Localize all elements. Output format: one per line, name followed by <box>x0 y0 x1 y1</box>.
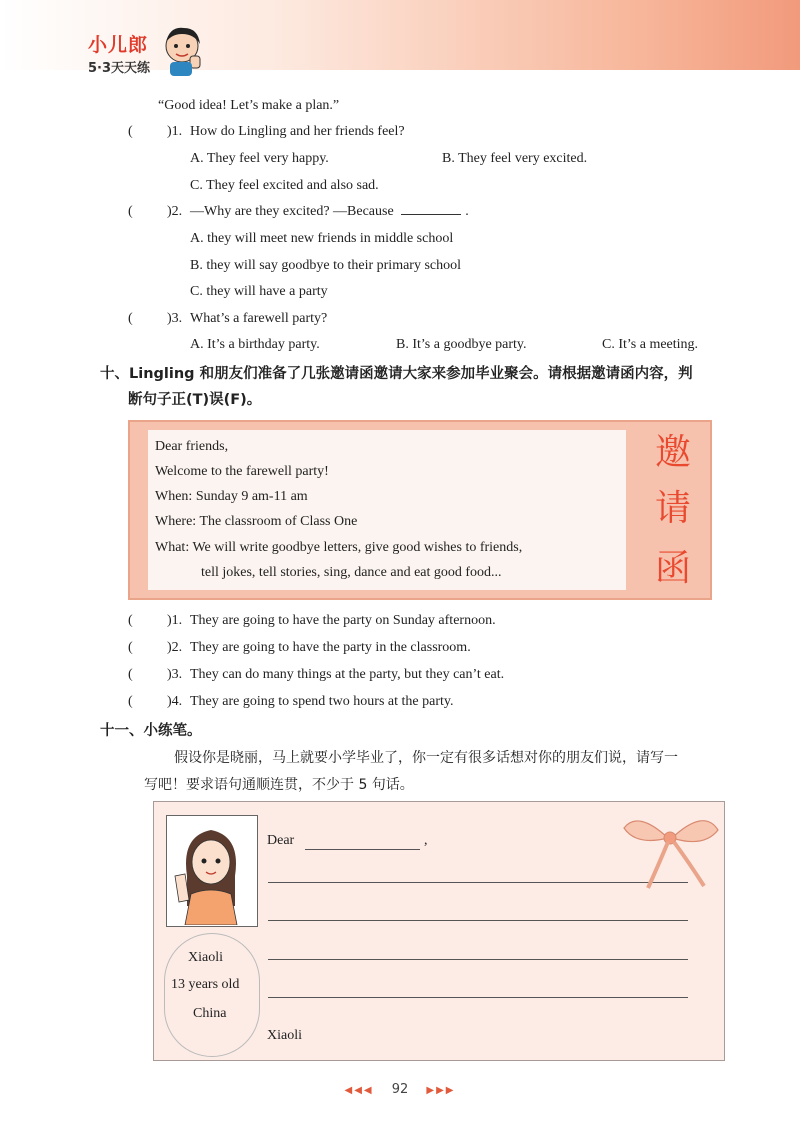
invitation-greeting: Dear friends, <box>155 439 229 454</box>
letter-dear-label: Dear <box>267 833 295 848</box>
writing-line-2[interactable] <box>268 920 688 921</box>
q1-option-a: A. They feel very happy. <box>190 151 329 166</box>
writing-line-4[interactable] <box>268 997 688 998</box>
tf4-number: )4. <box>167 694 183 709</box>
profile-name: Xiaoli <box>188 950 223 965</box>
profile-age: 13 years old <box>171 977 240 992</box>
section10-heading-line2: 断句子正(T)误(F)。 <box>128 392 262 408</box>
section11-prompt-line1: 假设你是晓丽，马上就要小学毕业了，你一定有很多话想对你的朋友们说，请写一 <box>174 750 678 766</box>
q2-text-before: —Why are they excited? —Because <box>190 204 394 219</box>
section11-heading: 十一、小练笔。 <box>100 723 202 739</box>
q2-option-a: A. they will meet new friends in middle school <box>190 231 454 246</box>
brand-subtitle: 5·3天天练 <box>88 61 151 76</box>
next-arrows-icon: ▶▶▶ <box>426 1085 456 1096</box>
q1-paren[interactable]: ( <box>128 124 133 139</box>
tf4-text: They are going to spend two hours at the party. <box>190 694 454 709</box>
q3-paren[interactable]: ( <box>128 311 133 326</box>
tf1-number: )1. <box>167 613 183 628</box>
tf3-text: They can do many things at the party, but they can’t eat. <box>190 667 505 682</box>
invitation-title-char-3: 函 <box>654 548 691 589</box>
brand-name: 小儿郎 <box>88 34 149 56</box>
girl-portrait-icon <box>166 815 258 927</box>
q2-number: )2. <box>167 204 183 219</box>
tf3-paren[interactable]: ( <box>128 667 133 682</box>
prev-arrows-icon: ◀◀◀ <box>344 1085 374 1096</box>
invitation-welcome: Welcome to the farewell party! <box>155 464 329 479</box>
q1-number: )1. <box>167 124 183 139</box>
q3-option-b: B. It’s a goodbye party. <box>396 337 527 352</box>
q1-option-b: B. They feel very excited. <box>442 151 588 166</box>
tf2-text: They are going to have the party in the classroom. <box>190 640 471 655</box>
q1-text: How do Lingling and her friends feel? <box>190 124 405 139</box>
q2-answer-blank[interactable] <box>401 213 461 215</box>
tf1-text: They are going to have the party on Sunday afternoon. <box>190 613 496 628</box>
q1-option-c: C. They feel excited and also sad. <box>190 178 379 193</box>
q2-paren[interactable]: ( <box>128 204 133 219</box>
invitation-what: What: We will write goodbye letters, give good wishes to friends, <box>155 540 523 555</box>
tf1-paren[interactable]: ( <box>128 613 133 628</box>
passage-closing-line: “Good idea! Let’s make a plan.” <box>158 98 340 113</box>
invitation-title-char-1: 邀 <box>654 432 691 473</box>
q2-option-b: B. they will say goodbye to their primary school <box>190 258 462 273</box>
section11-prompt-line2: 写吧！要求语句通顺连贯，不少于 5 句话。 <box>144 777 414 793</box>
tf4-paren[interactable]: ( <box>128 694 133 709</box>
q2-text <box>190 204 469 220</box>
q3-text: What’s a farewell party? <box>190 311 328 326</box>
page-footer <box>0 1082 800 1097</box>
ribbon-bow-icon <box>618 804 722 892</box>
profile-country: China <box>193 1006 227 1021</box>
letter-recipient-blank[interactable] <box>305 849 420 850</box>
writing-line-3[interactable] <box>268 959 688 960</box>
q3-option-a: A. It’s a birthday party. <box>190 337 320 352</box>
invitation-where: Where: The classroom of Class One <box>155 514 358 529</box>
mascot-boy-icon <box>160 22 206 78</box>
invitation-title-char-2: 请 <box>654 488 691 529</box>
brand-logo <box>88 30 151 76</box>
page-number: 92 <box>391 1082 409 1097</box>
q2-option-c: C. they will have a party <box>190 284 328 299</box>
tf3-number: )3. <box>167 667 183 682</box>
q3-option-c: C. It’s a meeting. <box>602 337 699 352</box>
tf2-paren[interactable]: ( <box>128 640 133 655</box>
section10-heading-line1: 十、Lingling 和朋友们准备了几张邀请函邀请大家来参加毕业聚会。请根据邀请函内容，判 <box>100 366 693 382</box>
letter-signature: Xiaoli <box>267 1028 302 1043</box>
tf2-number: )2. <box>167 640 183 655</box>
invitation-when: When: Sunday 9 am-11 am <box>155 489 308 504</box>
q2-text-after: . <box>465 204 469 219</box>
invitation-what-cont: tell jokes, tell stories, sing, dance and eat good food... <box>201 565 502 580</box>
q3-number: )3. <box>167 311 183 326</box>
letter-dear-comma: , <box>424 833 428 848</box>
